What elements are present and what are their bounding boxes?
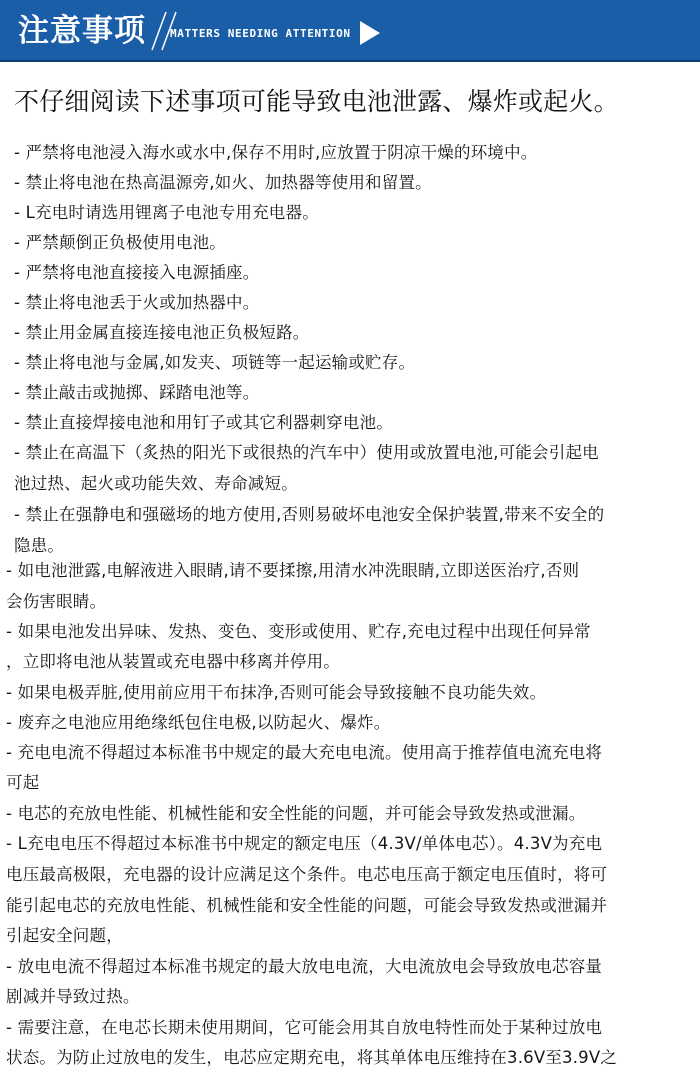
precaution-line: 池过热、起火或功能失效、寿命减短。 xyxy=(14,474,298,493)
precaution-line: - 禁止在高温下（炙热的阳光下或很热的汽车中）使用或放置电池,可能会引起电 xyxy=(14,443,599,462)
precaution-line: - L充电电压不得超过本标准书中规定的额定电压（4.3V/单体电芯）。4.3V为充电 xyxy=(6,834,603,853)
precaution-line: - 放电电流不得超过本标准书规定的最大放电电流，大电流放电会导致放电芯容量 xyxy=(6,957,603,976)
precaution-line: - 禁止将电池与金属,如发夹、项链等一起运输或贮存。 xyxy=(14,353,416,372)
precaution-line: 状态。为防止过放电的发生，电芯应定期充电，将其单体电压维持在3.6V至3.9V之 xyxy=(6,1048,618,1067)
precaution-line: 剧减并导致过热。 xyxy=(6,987,140,1006)
precaution-line: - 电芯的充放电性能、机械性能和安全性能的问题，并可能会导致发热或泄漏。 xyxy=(6,804,586,823)
precaution-line: 引起安全问题， xyxy=(6,926,123,945)
precaution-line: - 禁止将电池丢于火或加热器中。 xyxy=(14,293,260,312)
precaution-line: - 禁止在强静电和强磁场的地方使用,否则易破坏电池安全保护装置,带来不安全的 xyxy=(14,505,605,524)
precaution-line: - L充电时请选用锂离子电池专用充电器。 xyxy=(14,203,319,222)
precaution-line: 能引起电芯的充放电性能、机械性能和安全性能的问题，可能会导致发热或泄漏并 xyxy=(6,896,608,915)
precaution-line: 会伤害眼睛。 xyxy=(6,592,107,611)
precaution-line: - 充电电流不得超过本标准书中规定的最大充电电流。使用高于推荐值电流充电将 xyxy=(6,743,603,762)
precaution-line: ，立即将电池从装置或充电器中移离并停用。 xyxy=(6,652,340,671)
precaution-line: - 如电池泄露,电解液进入眼睛,请不要揉擦,用清水冲洗眼睛,立即送医治疗,否则 xyxy=(6,561,580,580)
precaution-line: - 需要注意，在电芯长期未使用期间，它可能会用其自放电特性而处于某种过放电 xyxy=(6,1018,603,1037)
precaution-line: 隐患。 xyxy=(14,536,65,555)
header-banner xyxy=(0,0,700,62)
precaution-line: - 禁止用金属直接连接电池正负极短路。 xyxy=(14,323,310,342)
precaution-line: 可起 xyxy=(6,773,40,792)
precaution-line: - 如果电极弄脏,使用前应用干布抹净,否则可能会导致接触不良功能失效。 xyxy=(6,683,547,702)
precaution-line: - 废弃之电池应用绝缘纸包住电极,以防起火、爆炸。 xyxy=(6,713,391,732)
play-arrow-icon xyxy=(360,21,380,45)
banner-title: 注意事项 xyxy=(18,13,146,49)
precaution-line: - 如果电池发出异味、发热、变色、变形或使用、贮存,充电过程中出现任何异常 xyxy=(6,622,591,641)
precaution-line: - 严禁将电池直接接入电源插座。 xyxy=(14,263,260,282)
precaution-line: - 严禁颠倒正负极使用电池。 xyxy=(14,233,226,252)
precaution-line: 电压最高极限，充电器的设计应满足这个条件。电芯电压高于额定电压值时，将可 xyxy=(6,865,608,884)
precaution-line: - 严禁将电池浸入海水或水中,保存不用时,应放置于阴凉干燥的环境中。 xyxy=(14,143,538,162)
warning-headline: 不仔细阅读下述事项可能导致电池泄露、爆炸或起火。 xyxy=(14,87,619,116)
precaution-line: - 禁止将电池在热高温源旁,如火、加热器等使用和留置。 xyxy=(14,173,432,192)
precaution-line: - 禁止直接焊接电池和用钉子或其它利器刺穿电池。 xyxy=(14,413,393,432)
precaution-line: - 禁止敲击或抛掷、踩踏电池等。 xyxy=(14,383,260,402)
banner-subtitle: MATTERS NEEDING ATTENTION xyxy=(170,27,351,40)
